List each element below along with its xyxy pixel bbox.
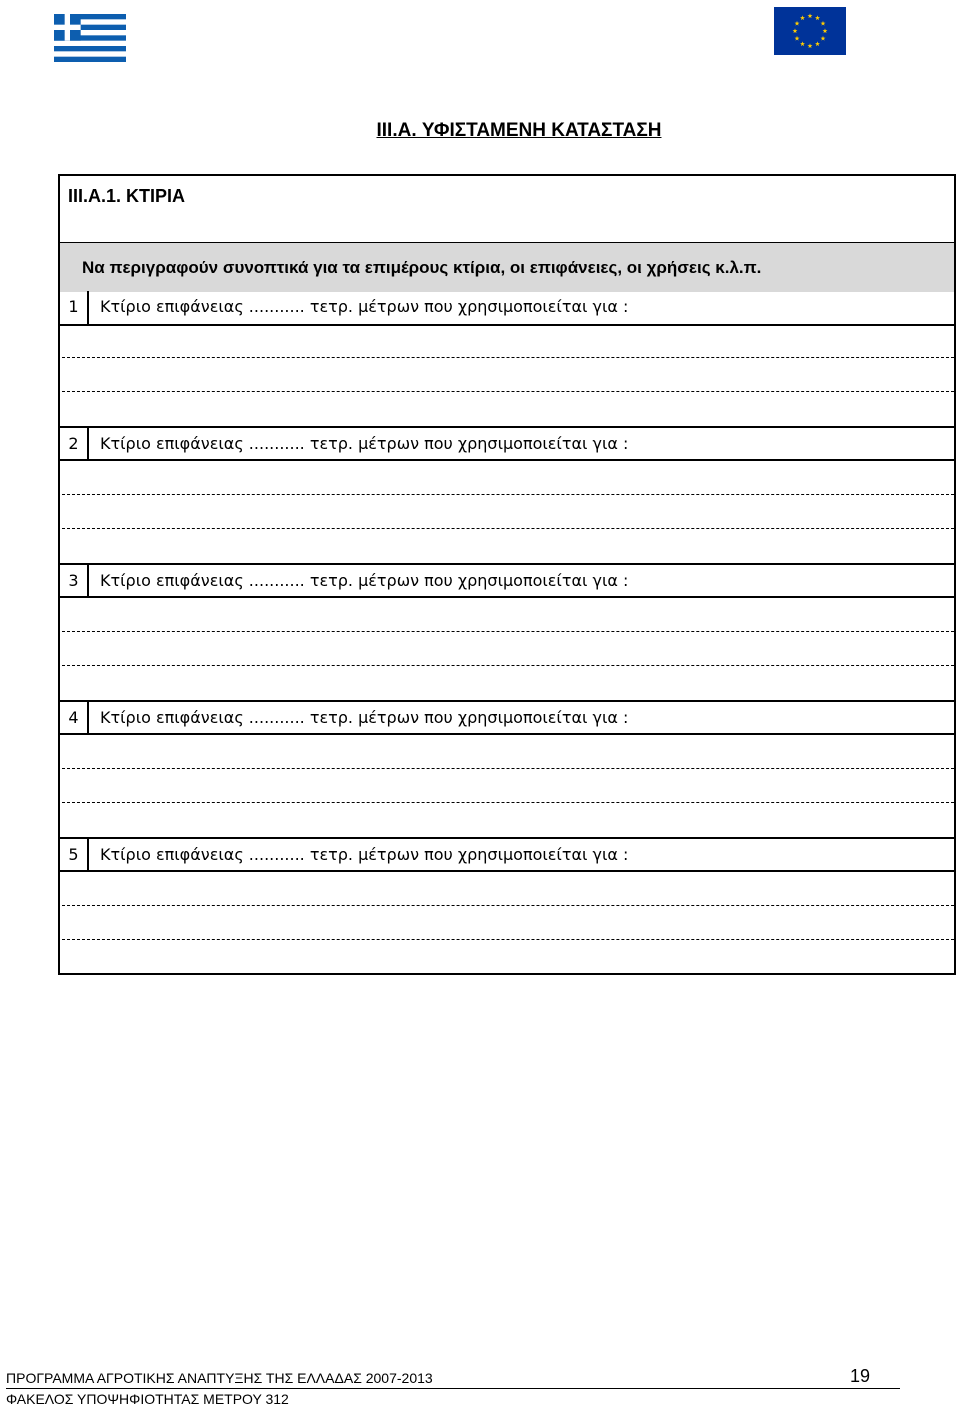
answer-line[interactable] xyxy=(62,905,954,906)
footer-file: ΦΑΚΕΛΟΣ ΥΠΟΨΗΦΙΟΤΗΤΑΣ ΜΕΤΡΟΥ 312 xyxy=(6,1391,289,1407)
building-row-2 xyxy=(60,426,954,461)
building-row-3 xyxy=(60,563,954,598)
footer-program: ΠΡΟΓΡΑΜΜΑ ΑΓΡΟΤΙΚΗΣ ΑΝΑΠΤΥΞΗΣ ΤΗΣ ΕΛΛΑΔΑΣ 2007-2013 xyxy=(6,1370,433,1386)
footer-divider xyxy=(6,1388,900,1389)
building-description-label[interactable]: Κτίριο επιφάνειας ........... τετρ. μέτρων που χρησιμοποιείται για : xyxy=(100,434,629,453)
answer-line[interactable] xyxy=(62,768,954,769)
building-description-label[interactable]: Κτίριο επιφάνειας ........... τετρ. μέτρων που χρησιμοποιείται για : xyxy=(100,708,629,727)
eu-flag-icon xyxy=(774,7,846,55)
instruction-text: Να περιγραφούν συνοπτικά για τα επιμέρους κτίρια, οι επιφάνειες, οι χρήσεις κ.λ.π. xyxy=(82,258,762,277)
building-description-label[interactable]: Κτίριο επιφάνειας ........... τετρ. μέτρων που χρησιμοποιείται για : xyxy=(100,571,629,590)
building-number: 3 xyxy=(60,565,89,596)
section-title: III.A.1. ΚΤΙΡΙΑ xyxy=(68,186,186,206)
building-number: 4 xyxy=(60,702,89,733)
building-description-label[interactable]: Κτίριο επιφάνειας ........... τετρ. μέτρων που χρησιμοποιείται για : xyxy=(100,845,629,864)
building-row-4 xyxy=(60,700,954,735)
building-number: 5 xyxy=(60,839,89,870)
page-heading: III.A. ΥΦΙΣΤΑΜΕΝΗ ΚΑΤΑΣΤΑΣΗ xyxy=(376,120,662,141)
building-number: 2 xyxy=(60,428,89,459)
greece-flag-icon xyxy=(54,14,126,62)
answer-line[interactable] xyxy=(62,357,954,358)
building-row-1 xyxy=(60,291,954,326)
building-description-label[interactable]: Κτίριο επιφάνειας ........... τετρ. μέτρων που χρησιμοποιείται για : xyxy=(100,297,629,316)
answer-line[interactable] xyxy=(62,802,954,803)
answer-line[interactable] xyxy=(62,665,954,666)
page-number: 19 xyxy=(850,1366,871,1386)
building-row-5 xyxy=(60,837,954,872)
answer-line[interactable] xyxy=(62,494,954,495)
building-number: 1 xyxy=(60,291,89,324)
answer-line[interactable] xyxy=(62,939,954,940)
answer-line[interactable] xyxy=(62,528,954,529)
answer-line[interactable] xyxy=(62,631,954,632)
answer-line[interactable] xyxy=(62,391,954,392)
